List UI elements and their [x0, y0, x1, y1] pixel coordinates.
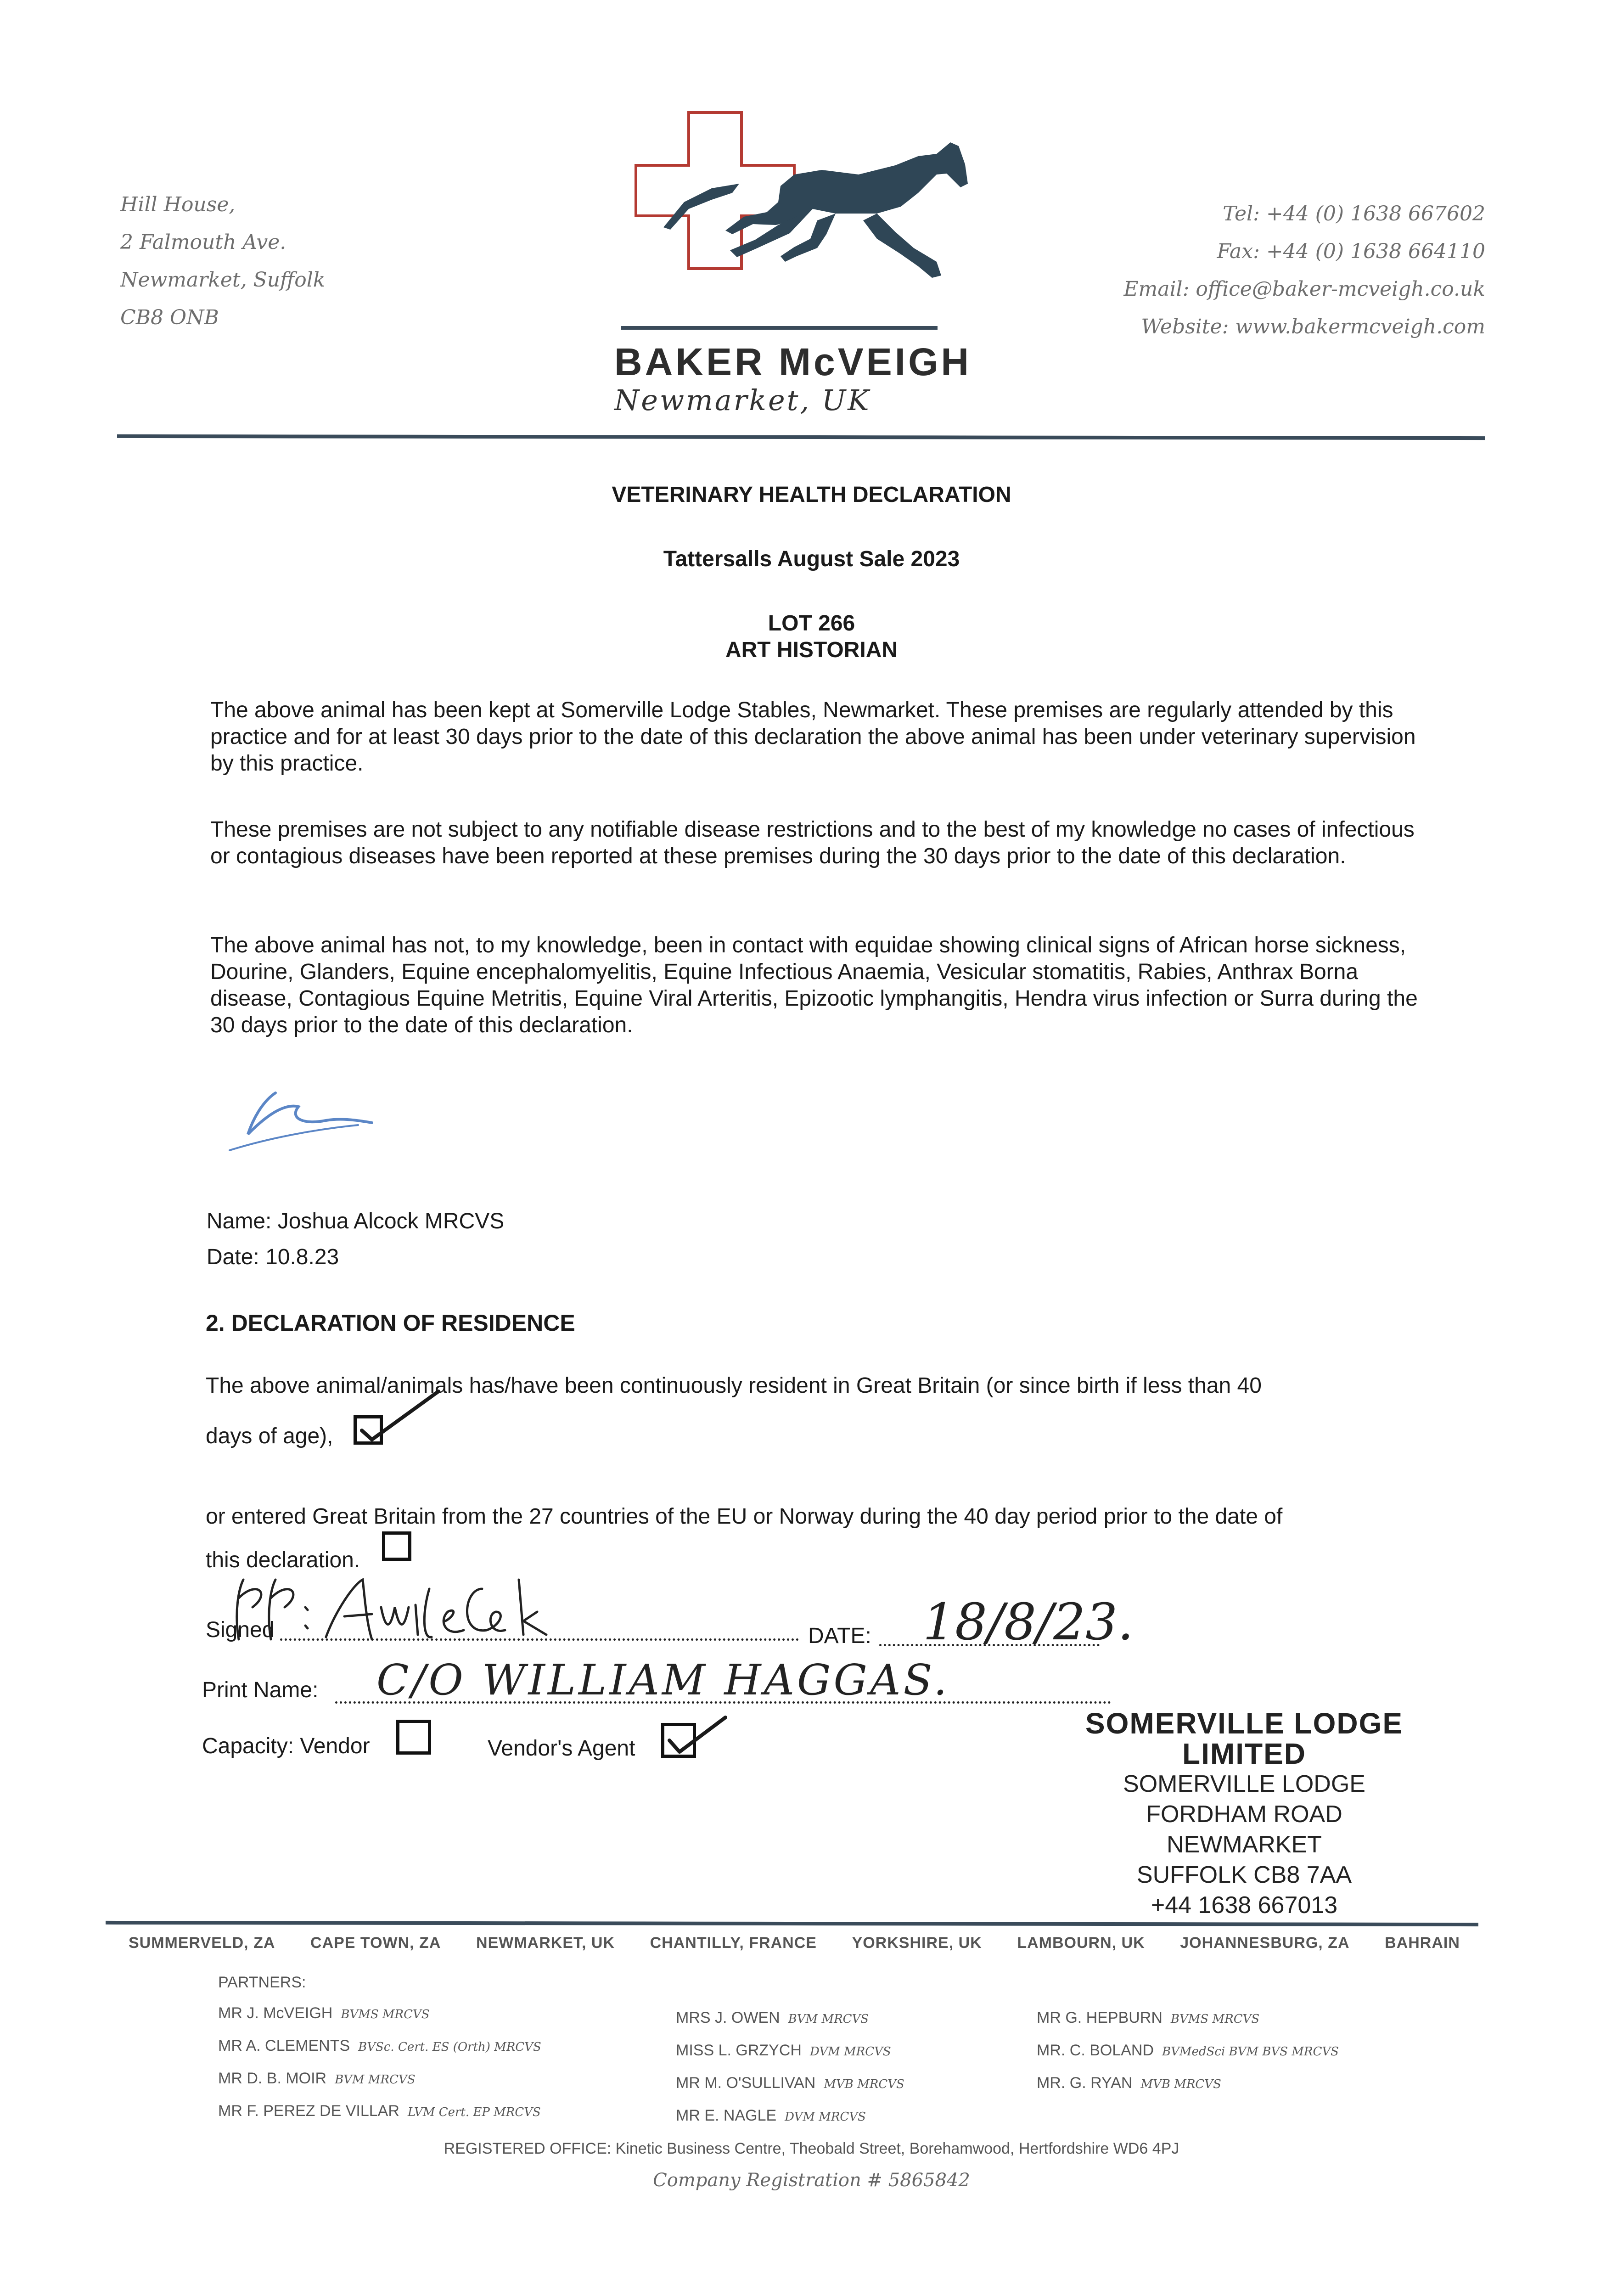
paragraph-supervision: The above animal has been kept at Somerville Lodge Stables, Newmarket. These premises are regularly attended by this practice and for at least 30 days prior to the date of this declaration the above animal has been under veterinary supervision by this practice.	[210, 698, 1416, 776]
partner-entry: MR E. NAGLE DVM MRCVS	[676, 2107, 866, 2124]
location-item: NEWMARKET, UK	[476, 1934, 615, 1952]
partners-column-2	[676, 2002, 904, 2133]
address-line: Newmarket, Suffolk	[120, 268, 326, 292]
company-registration: Company Registration # 5865842	[653, 2170, 970, 2191]
vendor-checkbox[interactable]	[396, 1720, 431, 1755]
signed-label: Signed	[206, 1618, 275, 1642]
residence-line-2: or entered Great Britain from the 27 countries of the EU or Norway during the 40 day period prior to the date of	[206, 1504, 1283, 1529]
partner-entry: MR. G. RYAN MVB MRCVS	[1037, 2074, 1221, 2092]
baker-mcveigh-logo	[620, 110, 996, 340]
address-line: Hill House,	[120, 193, 236, 216]
sale-name: Tattersalls August Sale 2023	[663, 547, 960, 571]
location-item: LAMBOURN, UK	[1017, 1934, 1145, 1952]
contact-website: Website: www.bakermcveigh.com	[1141, 315, 1485, 338]
location-item: YORKSHIRE, UK	[852, 1934, 982, 1952]
document-title: VETERINARY HEALTH DECLARATION	[612, 483, 1011, 507]
contact-fax: Fax: +44 (0) 1638 664110	[1217, 240, 1485, 263]
address-line: CB8 ONB	[120, 306, 219, 329]
residence-line-1b: days of age),	[206, 1424, 333, 1448]
letterhead-divider	[117, 434, 1485, 440]
partner-entry: MR J. McVEIGH BVMS MRCVS	[218, 2004, 430, 2022]
location-item: CAPE TOWN, ZA	[310, 1934, 441, 1952]
vet-date: Date: 10.8.23	[207, 1245, 339, 1269]
partner-entry: MR A. CLEMENTS BVSc. Cert. ES (Orth) MRCVS	[218, 2037, 541, 2054]
date-label: DATE:	[808, 1624, 871, 1648]
stamp-company-name: SOMERVILLE LODGE LIMITED	[1085, 1707, 1404, 1770]
date-value: 18/8/23.	[923, 1593, 1134, 1651]
partner-entry: MRS J. OWEN BVM MRCVS	[676, 2009, 869, 2026]
location-item: SUMMERVELD, ZA	[129, 1934, 275, 1952]
brand-location: Newmarket, UK	[614, 383, 871, 417]
vendor-signature	[207, 1561, 620, 1653]
residence-line-1: The above animal/animals has/have been continuously resident in Great Britain (or since birth if less than 40	[206, 1373, 1262, 1398]
contact-email: Email: office@baker-mcveigh.co.uk	[1123, 277, 1485, 301]
practice-contact	[1123, 195, 1485, 346]
logo-underline	[621, 326, 938, 330]
paragraph-diseases: The above animal has not, to my knowledge, been in contact with equidae showing clinical signs of African horse sickness, Dourine, Glanders, Equine encephalomyelitis, Equine Infectious Anaemia, Vesicular stomatitis, Rabies, Anthrax Borna disease, Contagious Equine Metritis, Equine Viral Arteritis, Epizootic lymphangitis, Hendra virus infection or Surra during the 30 days prior to the date of this declaration.	[210, 933, 1418, 1037]
contact-tel: Tel: +44 (0) 1638 667602	[1223, 202, 1485, 225]
partner-entry: MR G. HEPBURN BVMS MRCVS	[1037, 2009, 1260, 2026]
partner-entry: MR D. B. MOIR BVM MRCVS	[218, 2070, 416, 2087]
agent-label: Vendor's Agent	[488, 1736, 635, 1761]
footer-divider	[106, 1921, 1478, 1926]
stamp-line: NEWMARKET	[1167, 1831, 1322, 1858]
partner-entry: MR M. O'SULLIVAN MVB MRCVS	[676, 2074, 904, 2092]
capacity-label: Capacity: Vendor	[202, 1734, 370, 1758]
practice-address	[120, 186, 325, 337]
paragraph-premises: These premises are not subject to any notifiable disease restrictions and to the best of my knowledge no cases of infectious or contagious diseases have been reported at these premises during the 30 days prior to the date of this declaration.	[210, 817, 1415, 868]
section-heading: 2. DECLARATION OF RESIDENCE	[206, 1310, 575, 1336]
partner-entry: MR F. PEREZ DE VILLAR LVM Cert. EP MRCVS	[218, 2102, 541, 2120]
address-line: 2 Falmouth Ave.	[120, 231, 286, 254]
check-mark-icon	[354, 1382, 445, 1446]
partners-column-1	[218, 1998, 541, 2128]
vet-name: Name: Joshua Alcock MRCVS	[207, 1209, 505, 1233]
stamp-line: SOMERVILLE LODGE	[1123, 1771, 1365, 1797]
stamp-line: FORDHAM ROAD	[1146, 1801, 1342, 1828]
registered-office: REGISTERED OFFICE: Kinetic Business Centre, Theobald Street, Borehamwood, Hertfordshire WD6 4PJ	[444, 2140, 1179, 2157]
brand-name: BAKER McVEIGH	[614, 340, 972, 383]
check-mark-icon	[661, 1708, 730, 1759]
residence-line-2b: this declaration.	[206, 1548, 360, 1572]
print-name-label: Print Name:	[202, 1678, 319, 1702]
stamp-line: +44 1638 667013	[1151, 1892, 1338, 1919]
office-locations	[129, 1934, 1460, 1952]
stamp-line: SUFFOLK CB8 7AA	[1136, 1862, 1352, 1888]
partners-label: PARTNERS:	[218, 1974, 306, 1991]
partners-column-3	[1037, 2002, 1339, 2100]
lot-number: LOT 266	[768, 611, 855, 636]
company-stamp	[1028, 1708, 1460, 1920]
vet-signature	[220, 1075, 413, 1157]
location-item: JOHANNESBURG, ZA	[1180, 1934, 1350, 1952]
partner-entry: MISS L. GRZYCH DVM MRCVS	[676, 2042, 891, 2059]
print-name-value: C/O WILLIAM HAGGAS.	[376, 1655, 950, 1705]
location-item: CHANTILLY, FRANCE	[650, 1934, 817, 1952]
partner-entry: MR. C. BOLAND BVMedSci BVM BVS MRCVS	[1037, 2042, 1339, 2059]
horse-name: ART HISTORIAN	[725, 638, 898, 662]
location-item: BAHRAIN	[1385, 1934, 1460, 1952]
horse-icon	[725, 142, 968, 234]
eu-entry-checkbox[interactable]	[382, 1531, 411, 1561]
